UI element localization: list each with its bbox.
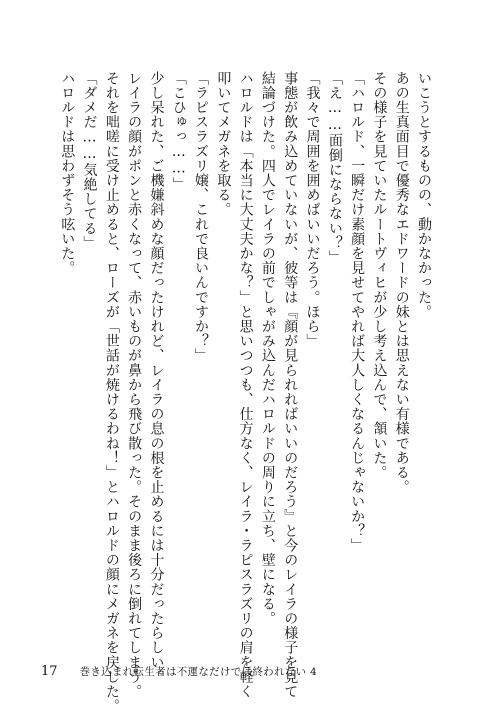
text-line: いこうとするものの、動かなかった。 [416, 71, 432, 320]
text-line: ハロルドは「本当に大丈夫かな？」と思いつつも、仕方なく、レイラ・ラピスラズリの肩を軽く [237, 71, 254, 699]
text-line: 「え……面倒にならない？」 [326, 71, 343, 265]
text-line: あの生真面目で優秀なエドワードの妹とは思えない有様である。 [393, 71, 410, 495]
page-footer [41, 664, 317, 679]
text-line: 「ダメだ……気絶してる」 [81, 71, 98, 251]
text-line: その様子を見ていたルートヴィヒが少し考え込んで、頷いた。 [371, 71, 388, 480]
text-line: 叩いてメガネを取る。 [215, 71, 232, 217]
text-line: 結論づけた。四人でレイラの前でしゃがみ込んだハロルドの周りに立ち、壁になる。 [259, 71, 276, 626]
page-number: 17 [41, 664, 58, 679]
text-line: ハロルドは思わずそう呟いた。 [59, 71, 76, 276]
text-line: 事態が飲み込めていないが、彼等は『顔が見られればいいのだろう』と今のレイラの様子を見て [282, 71, 299, 699]
text-line: レイラの顔がポンと赤くなって、赤いものが鼻から飛び散った。そのまま後ろに倒れてしまう。 [126, 71, 143, 699]
text-line: 少し呆れた、ご機嫌斜めな顔だったけれど、レイラの息の根を止めるには十分だったらしい。 [148, 71, 165, 685]
text-line: 「こひゅっ……」 [170, 71, 187, 192]
text-line: それを咄嗟に受け止めると、ローズが「世話が焼けるわね！」とハロルドの顔にメガネを戻した。 [103, 71, 120, 713]
running-title: 巻き込まれ転生者は不運なだけでは終われない 4 [79, 666, 317, 678]
text-line: 「ラピスラズリ嬢、これで良いんですか？」 [193, 71, 210, 363]
text-line: 「ハロルド、一瞬だけ素顔を見せてやれば大人しくなるんじゃないか？」 [349, 71, 366, 553]
text-line: 「我々で周囲を囲めばいいだろう。ほら」 [304, 71, 321, 349]
